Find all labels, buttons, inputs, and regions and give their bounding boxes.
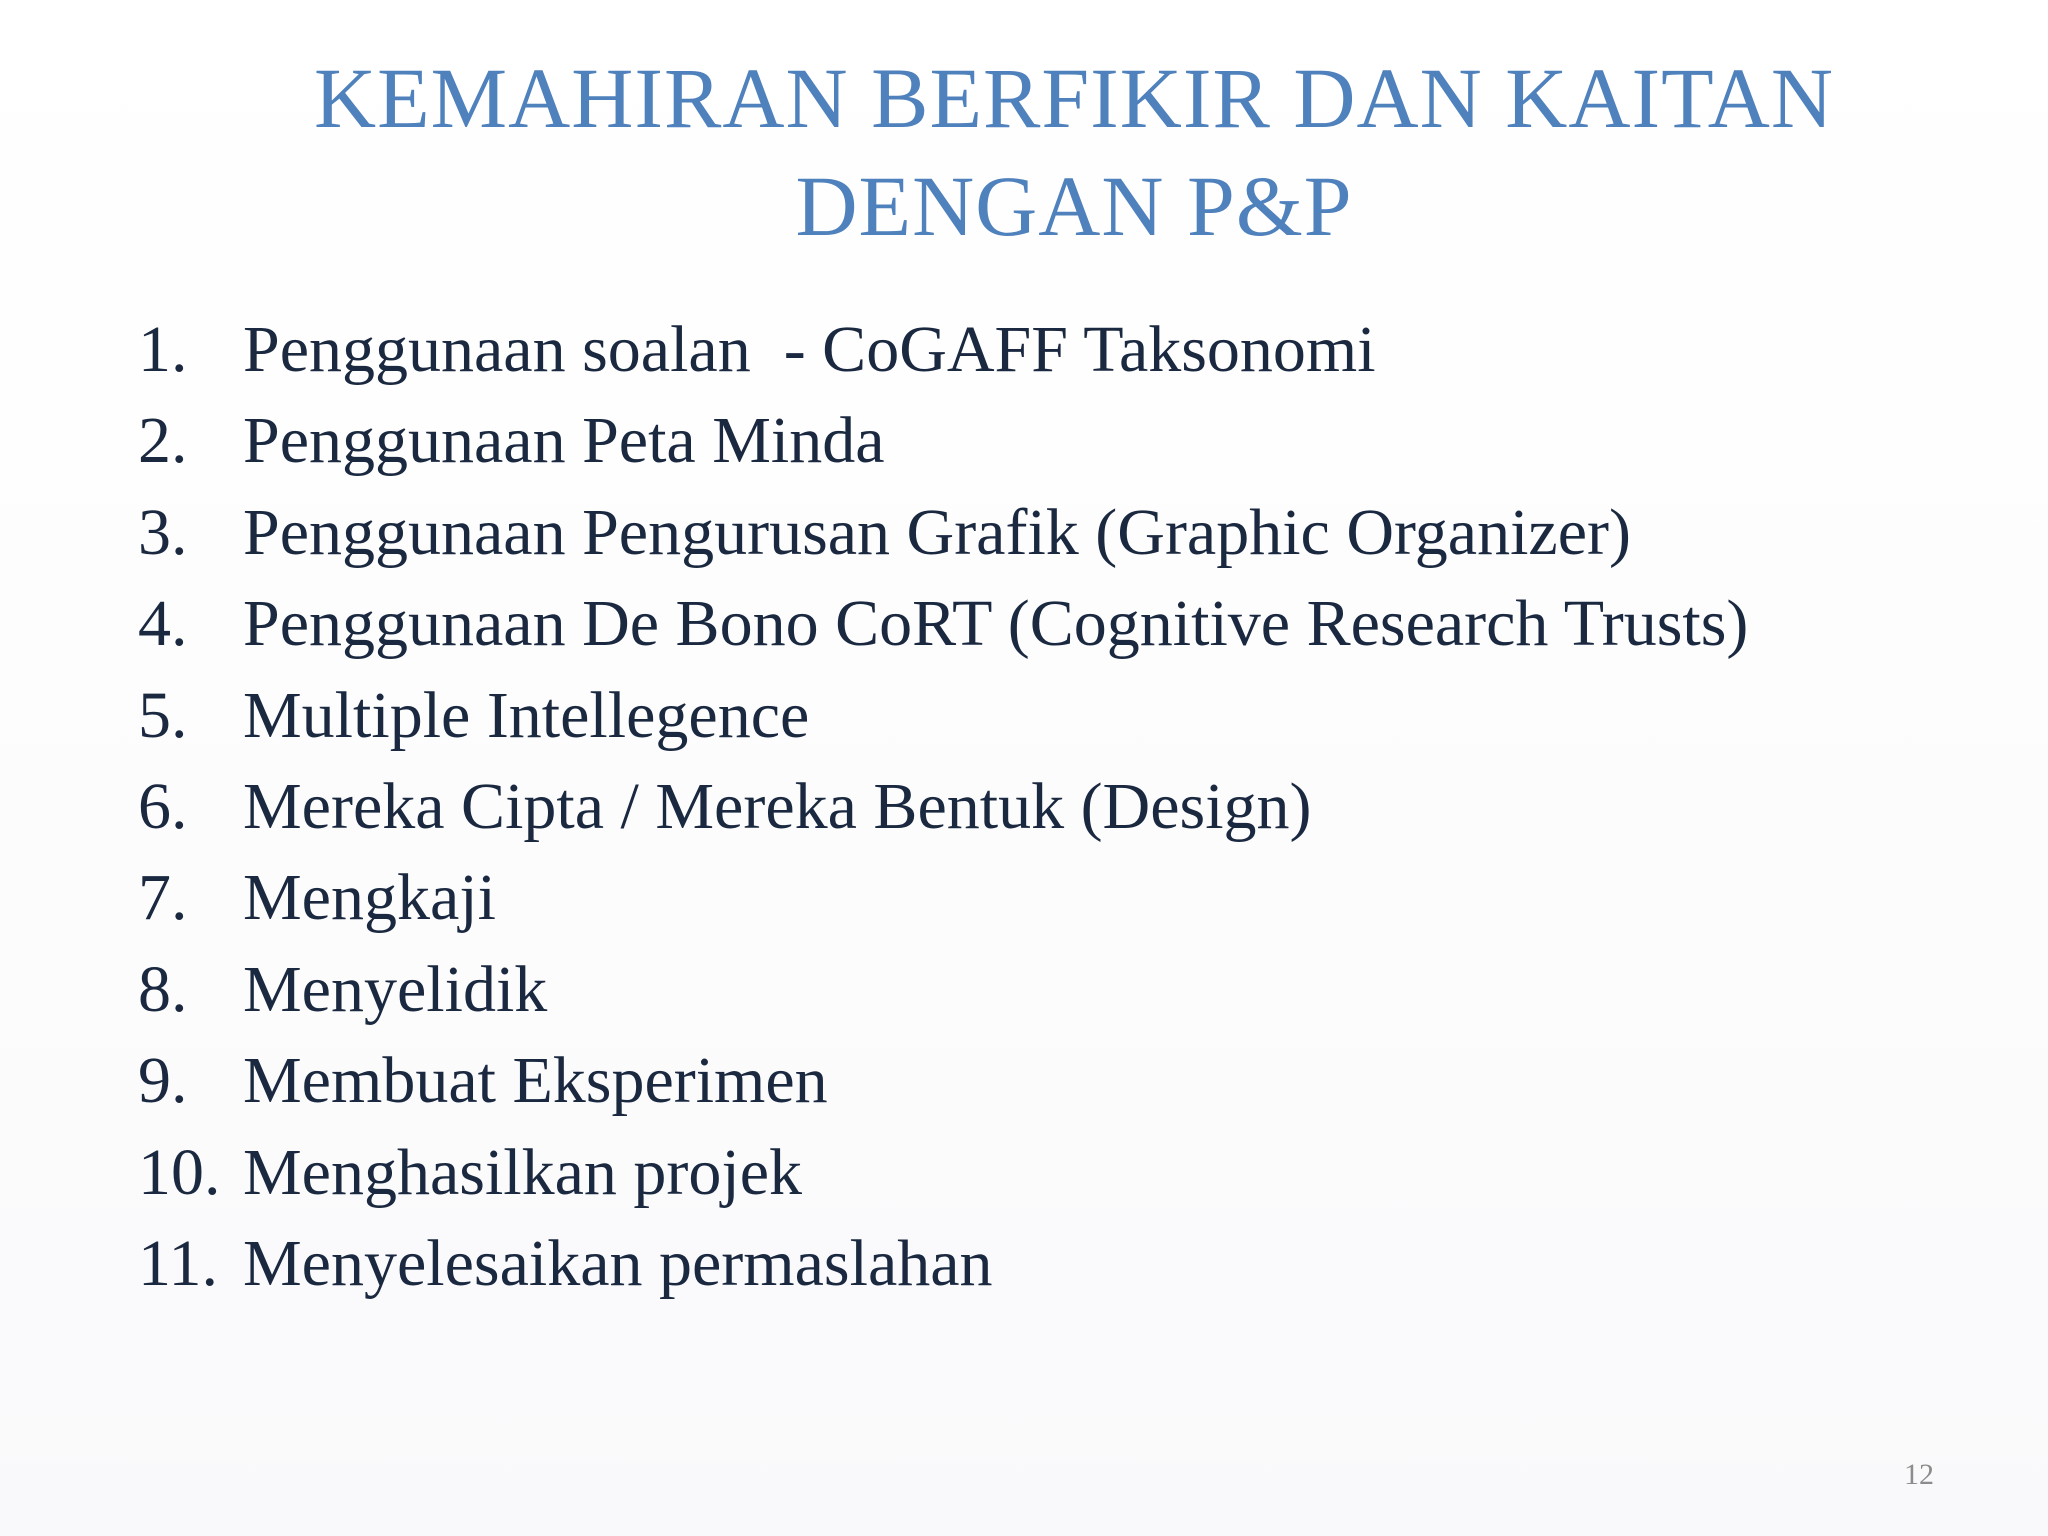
list-item-text: Mengkaji: [243, 861, 496, 935]
list-item: [138, 578, 1748, 669]
list-item-text: Penggunaan Peta Minda: [243, 404, 885, 478]
list-item: [138, 761, 1748, 852]
list-item: [138, 1127, 1748, 1218]
list-item-text: Penggunaan soalan - CoGAFF Taksonomi: [243, 313, 1376, 386]
list-item-number: 7.: [138, 861, 188, 935]
list-item: [138, 944, 1748, 1035]
slide-title-line-1: KEMAHIRAN BERFIKIR DAN KAITAN: [314, 50, 1834, 146]
list-item: [138, 395, 1748, 486]
list-item-number: 5.: [138, 678, 188, 752]
list-item-text: Penggunaan Pengurusan Grafik (Graphic Organizer): [243, 495, 1631, 569]
list-item-text: Multiple Intellegence: [243, 678, 810, 752]
list-item: [138, 487, 1748, 578]
list-item: [138, 852, 1748, 943]
list-item: [138, 1218, 1748, 1309]
slide-title: [0, 44, 2048, 260]
list-item: [138, 304, 1748, 395]
slide-title-line-2: DENGAN P&P: [795, 158, 1353, 254]
list-item-text: Membuat Eksperimen: [243, 1044, 828, 1118]
list-item-number: 11.: [138, 1226, 219, 1300]
list-item-number: 6.: [138, 769, 188, 843]
list-item-number: 9.: [138, 1044, 188, 1118]
page-number: 12: [1904, 1458, 1934, 1491]
list-item-text: Menyelesaikan permaslahan: [243, 1226, 993, 1300]
thinking-skills-list: [138, 304, 1748, 1309]
list-item-number: 3.: [138, 495, 188, 569]
list-item: [138, 670, 1748, 761]
list-item-text: Menyelidik: [243, 952, 548, 1026]
list-item-number: 2.: [138, 404, 188, 478]
list-item-number: 4.: [138, 587, 188, 661]
list-item-number: 10.: [138, 1135, 221, 1209]
list-item: [138, 1035, 1748, 1126]
list-item-number: 8.: [138, 952, 188, 1026]
list-item-text: Menghasilkan projek: [243, 1135, 803, 1209]
list-item-number: 1.: [138, 313, 188, 386]
list-item-text: Penggunaan De Bono CoRT (Cognitive Research Trusts): [243, 587, 1749, 661]
list-item-text: Mereka Cipta / Mereka Bentuk (Design): [243, 769, 1312, 843]
